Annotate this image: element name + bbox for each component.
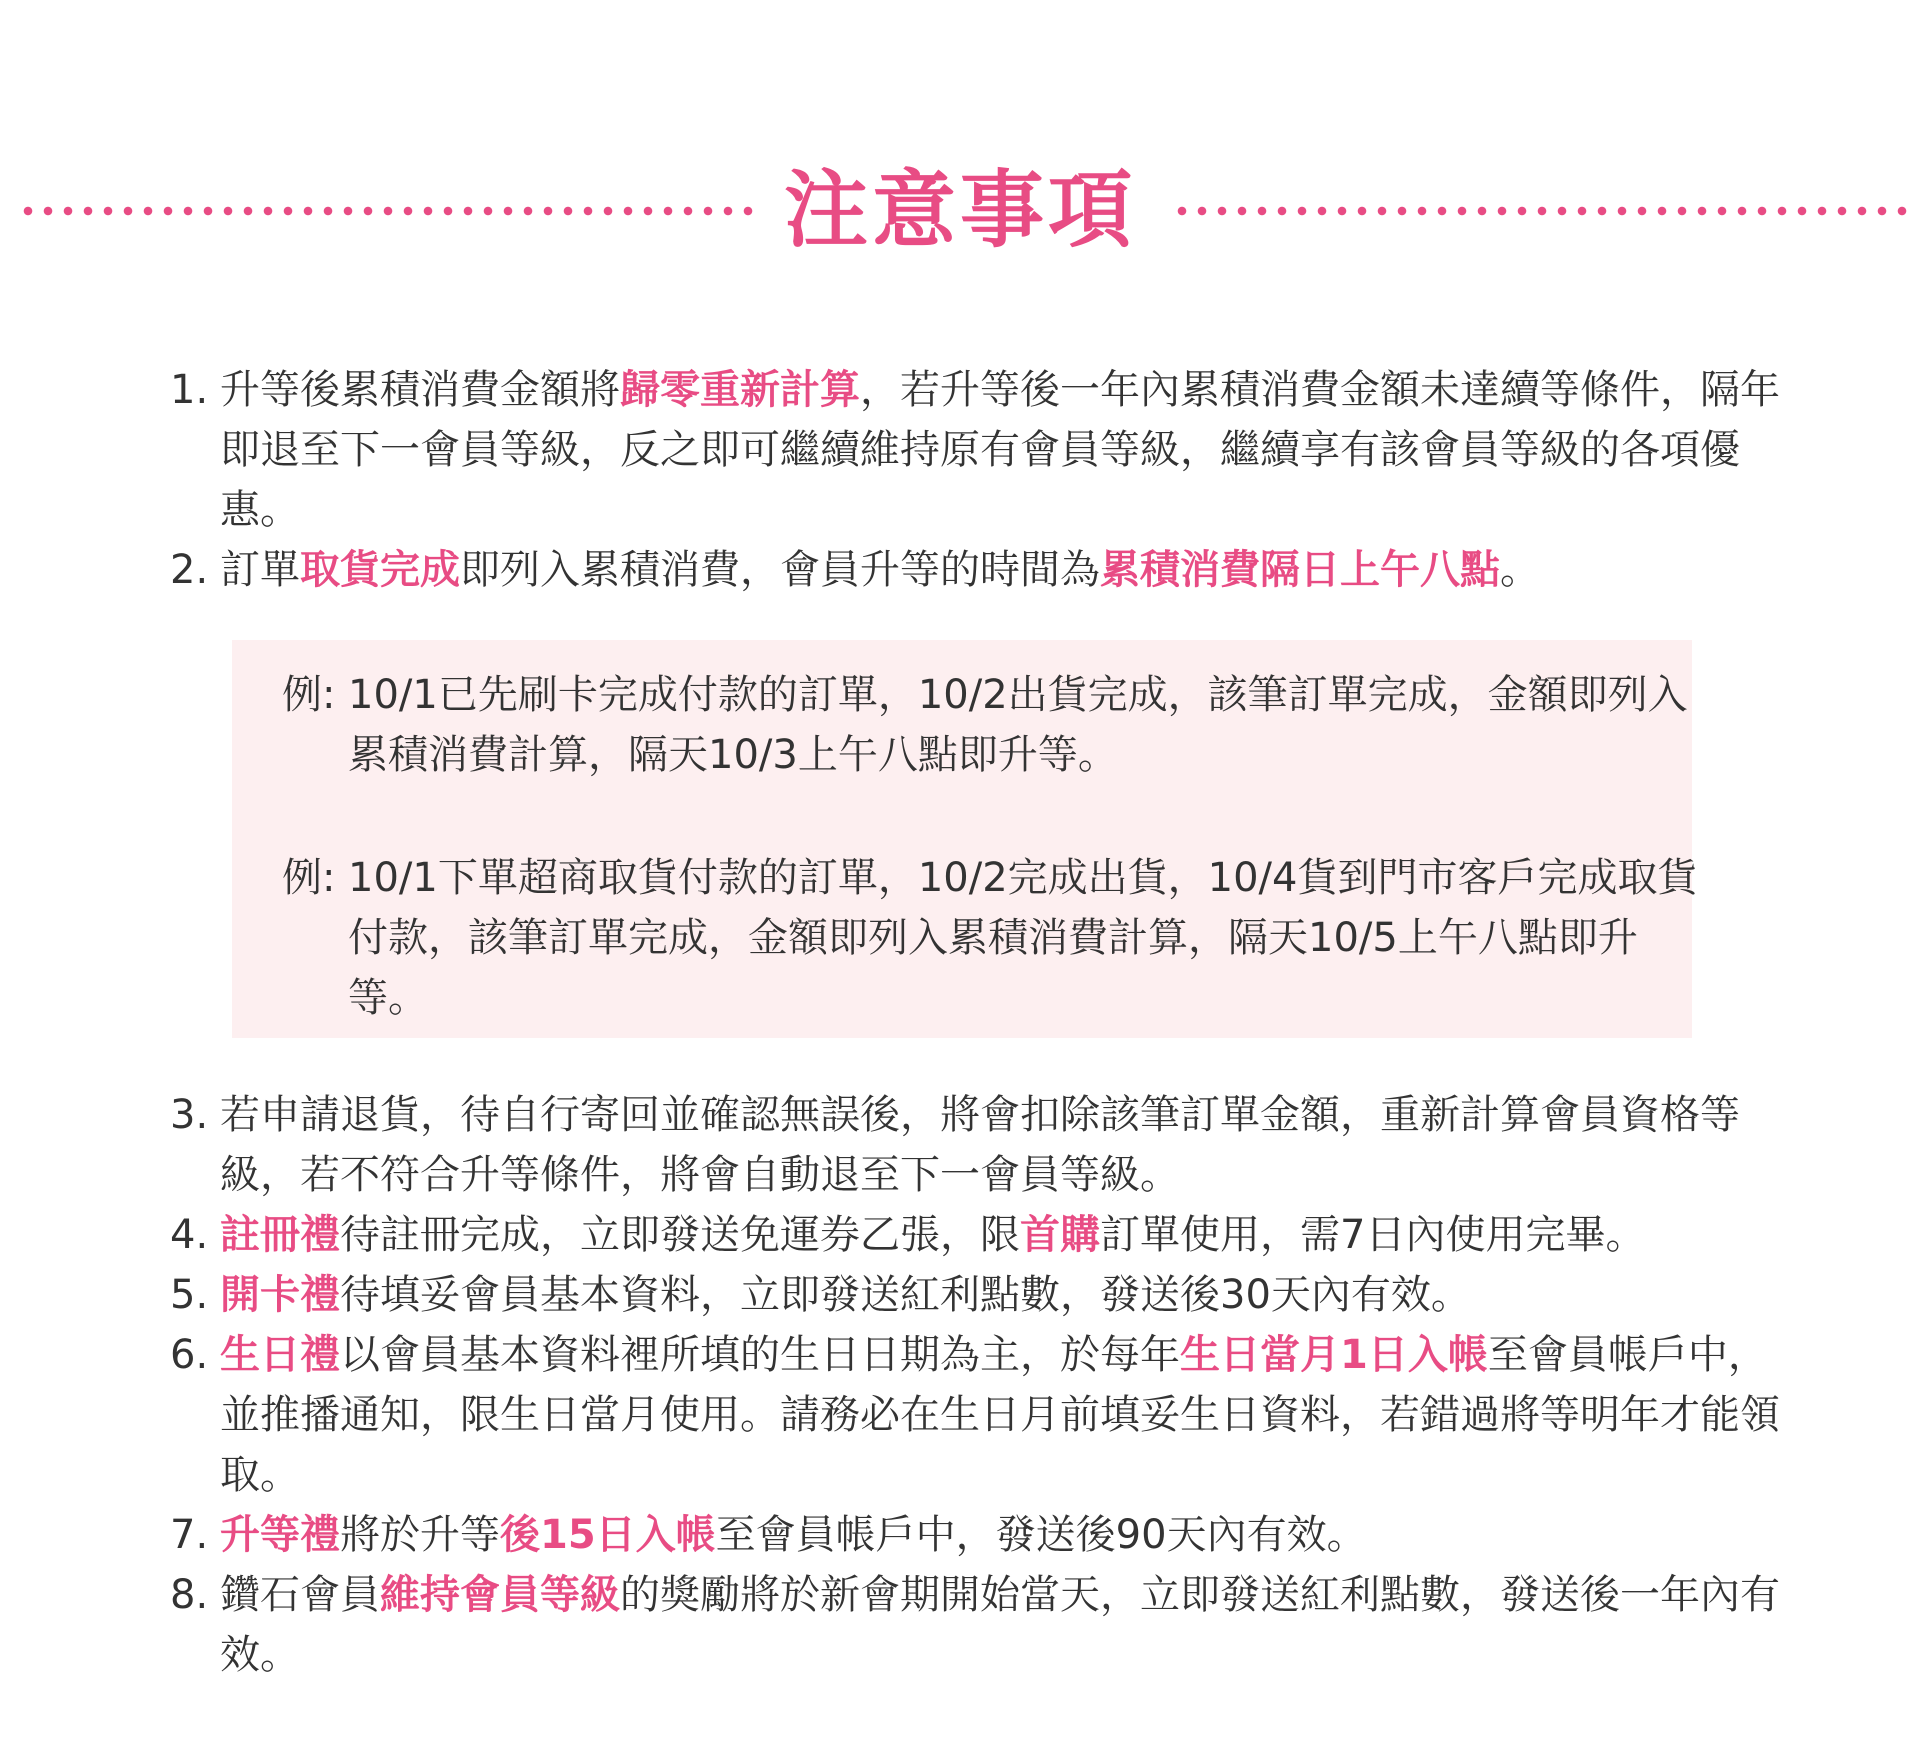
dotted-divider-left — [18, 206, 758, 216]
highlight-text: 開卡禮 — [220, 1272, 340, 1318]
notice-list-part-2 — [170, 1085, 1790, 1685]
highlight-text: 首購 — [1020, 1212, 1100, 1258]
item-number: 3. — [170, 1092, 209, 1138]
item-text: 訂單使用，需7日內使用完畢。 — [1100, 1212, 1646, 1258]
notice-item-4 — [170, 1205, 1790, 1265]
example-text: 10/1已先刷卡完成付款的訂單，10/2出貨完成，該筆訂單完成，金額即列入累積消費計算，隔天10/3上午八點即升等。 — [348, 672, 1688, 778]
item-number: 7. — [170, 1512, 209, 1558]
item-text: ，若升等後一年內累積消費金額未達續等條件，隔年即退至下一會員等級，反之即可繼續維持原有會員等級，繼續享有該會員等級的各項優惠。 — [220, 367, 1780, 533]
highlight-text: 後15日入帳 — [500, 1512, 716, 1558]
item-text: 。 — [1500, 547, 1540, 593]
notice-item-3 — [170, 1085, 1790, 1205]
dotted-divider-right — [1172, 206, 1912, 216]
item-text: 訂單 — [220, 547, 300, 593]
item-text: 至會員帳戶中，發送後90天內有效。 — [715, 1512, 1367, 1558]
notice-item-7 — [170, 1505, 1790, 1565]
item-text: 待註冊完成，立即發送免運券乙張，限 — [340, 1212, 1020, 1258]
notice-item-8 — [170, 1565, 1790, 1685]
highlight-text: 生日禮 — [220, 1332, 340, 1378]
item-number: 8. — [170, 1572, 209, 1618]
example-text: 10/1下單超商取貨付款的訂單，10/2完成出貨，10/4貨到門市客戶完成取貨付款，該筆訂單完成，金額即列入累積消費計算，隔天10/5上午八點即升等。 — [348, 855, 1698, 1021]
notice-item-5 — [170, 1265, 1790, 1325]
item-text: 至會員帳戶中，並推播通知，限生日當月使用。請務必在生日月前填妥生日資料，若錯過將等明年才能領取。 — [220, 1332, 1780, 1498]
item-number: 2. — [170, 547, 209, 593]
item-number: 6. — [170, 1332, 209, 1378]
highlight-text: 累積消費隔日上午八點 — [1100, 547, 1500, 593]
highlight-text: 註冊禮 — [220, 1212, 340, 1258]
item-number: 5. — [170, 1272, 209, 1318]
example-1 — [282, 665, 1708, 785]
item-text: 的獎勵將於新會期開始當天，立即發送紅利點數，發送後一年內有效。 — [220, 1572, 1780, 1678]
item-number: 1. — [170, 367, 209, 413]
notice-item-2 — [170, 540, 1790, 600]
highlight-text: 取貨完成 — [300, 547, 460, 593]
item-text: 以會員基本資料裡所填的生日日期為主，於每年 — [340, 1332, 1180, 1378]
highlight-text: 維持會員等級 — [380, 1572, 620, 1618]
example-label: 例: — [282, 855, 336, 901]
page-title: 注意事項 — [783, 161, 1136, 259]
example-2 — [282, 848, 1708, 1028]
highlight-text: 生日當月1日入帳 — [1180, 1332, 1488, 1378]
item-text: 即列入累積消費，會員升等的時間為 — [460, 547, 1100, 593]
notice-item-1 — [170, 360, 1790, 540]
item-text: 將於升等 — [340, 1512, 500, 1558]
highlight-text: 歸零重新計算 — [620, 367, 860, 413]
item-text: 鑽石會員 — [220, 1572, 380, 1618]
example-box — [232, 640, 1698, 1038]
item-number: 4. — [170, 1212, 209, 1258]
highlight-text: 升等禮 — [220, 1512, 340, 1558]
notice-item-6 — [170, 1325, 1790, 1505]
item-text: 升等後累積消費金額將 — [220, 367, 620, 413]
item-text: 若申請退貨，待自行寄回並確認無誤後，將會扣除該筆訂單金額，重新計算會員資格等級，若不符合升等條件，將會自動退至下一會員等級。 — [220, 1092, 1740, 1198]
notice-list-part-1 — [170, 360, 1790, 600]
item-text: 待填妥會員基本資料，立即發送紅利點數，發送後30天內有效。 — [340, 1272, 1471, 1318]
title-row — [0, 155, 1920, 265]
example-label: 例: — [282, 672, 336, 718]
